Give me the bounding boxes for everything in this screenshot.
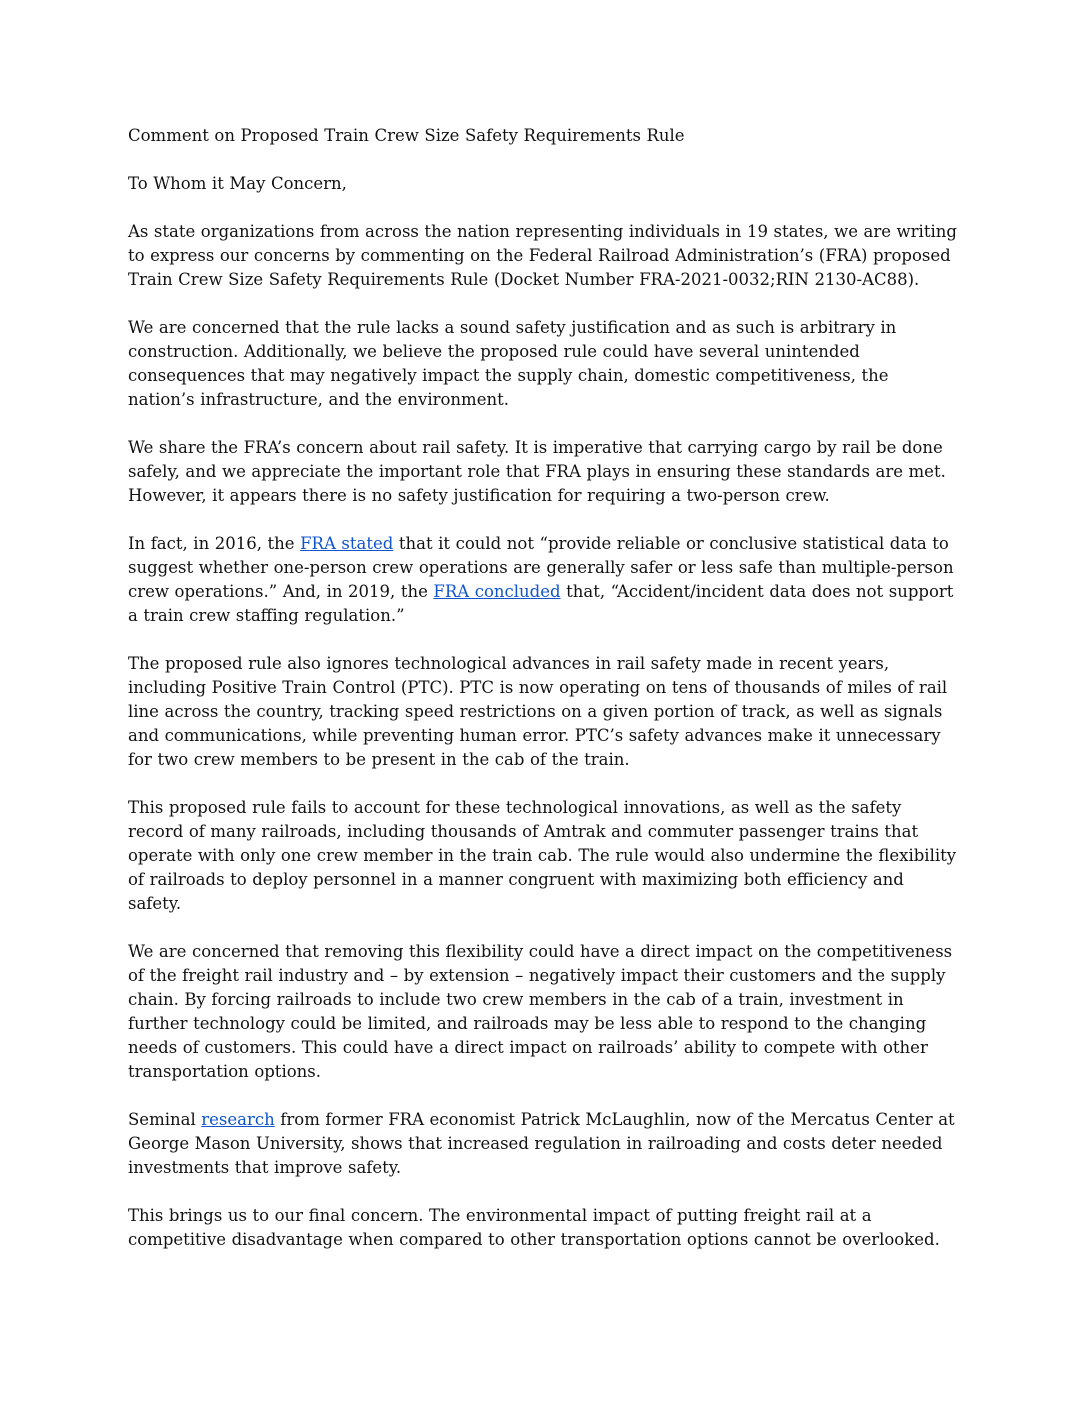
paragraph — [128, 1204, 960, 1252]
paragraph-text: that, “Accident/incident data does not support a train crew staffing regulation.” — [128, 582, 954, 625]
paragraph-text: We share the FRA’s concern about rail safety. It is imperative that carrying cargo by rail be done safely, and we appreciate the important role that FRA plays in ensuring these standards are met. However, it appears there is no safety justification for requiring a two-person crew. — [128, 438, 946, 505]
paragraph-text: from former FRA economist Patrick McLaughlin, now of the Mercatus Center at George Mason University, shows that increased regulation in railroading and costs deter needed investments that improve safety. — [128, 1110, 955, 1177]
paragraph — [128, 796, 960, 916]
paragraph-text: We are concerned that the rule lacks a sound safety justification and as such is arbitrary in construction. Additionally, we believe the proposed rule could have several unintended consequences that may negatively impact the supply chain, domestic competitiveness, the nation’s infrastructure, and the environment. — [128, 318, 897, 409]
paragraph — [128, 532, 960, 628]
paragraph — [128, 940, 960, 1084]
paragraph — [128, 652, 960, 772]
paragraph — [128, 316, 960, 412]
salutation: To Whom it May Concern, — [128, 174, 347, 193]
document-title: Comment on Proposed Train Crew Size Safety Requirements Rule — [128, 126, 685, 145]
paragraph — [128, 1108, 960, 1180]
paragraph-text: We are concerned that removing this flexibility could have a direct impact on the competitiveness of the freight rail industry and – by extension – negatively impact their customers and the supply chain. By forcing railroads to include two crew members in the cab of a train, investment in further technology could be limited, and railroads may be less able to respond to the changing needs of customers. This could have a direct impact on railroads’ ability to compete with other transportation options. — [128, 942, 953, 1081]
paragraph-text: As state organizations from across the nation representing individuals in 19 states, we are writing to express our concerns by commenting on the Federal Railroad Administration’s (FRA) proposed Train Crew Size Safety Requirements Rule (Docket Number FRA-2021-0032;RIN 2130-AC88). — [128, 222, 957, 289]
document-body — [128, 220, 960, 1252]
paragraph-text: This brings us to our final concern. The environmental impact of putting freight rail at a competitive disadvantage when compared to other transportation options cannot be overlooked. — [128, 1206, 940, 1249]
paragraph-text: The proposed rule also ignores technological advances in rail safety made in recent years, including Positive Train Control (PTC). PTC is now operating on tens of thousands of miles of rail line across the country, tracking speed restrictions on a given portion of track, as well as signals and communications, while preventing human error. PTC’s safety advances make it unnecessary for two crew members to be present in the cab of the train. — [128, 654, 948, 769]
paragraph-text: Seminal — [128, 1110, 202, 1129]
fra-concluded-link[interactable]: FRA concluded — [433, 582, 561, 601]
paragraph-text: that it could not “provide reliable or conclusive statistical data to suggest whether one-person crew operations are generally safer or less safe than multiple-person crew operations.” And, in 2019, the — [128, 534, 954, 601]
research-link[interactable]: research — [201, 1110, 275, 1129]
paragraph — [128, 220, 960, 292]
fra-stated-link[interactable]: FRA stated — [300, 534, 394, 553]
paragraph — [128, 436, 960, 508]
paragraph-text: This proposed rule fails to account for these technological innovations, as well as the safety record of many railroads, including thousands of Amtrak and commuter passenger trains that operate with only one crew member in the train cab. The rule would also undermine the flexibility of railroads to deploy personnel in a manner congruent with maximizing both efficiency and safety. — [128, 798, 957, 913]
paragraph-text: In fact, in 2016, the — [128, 534, 301, 553]
